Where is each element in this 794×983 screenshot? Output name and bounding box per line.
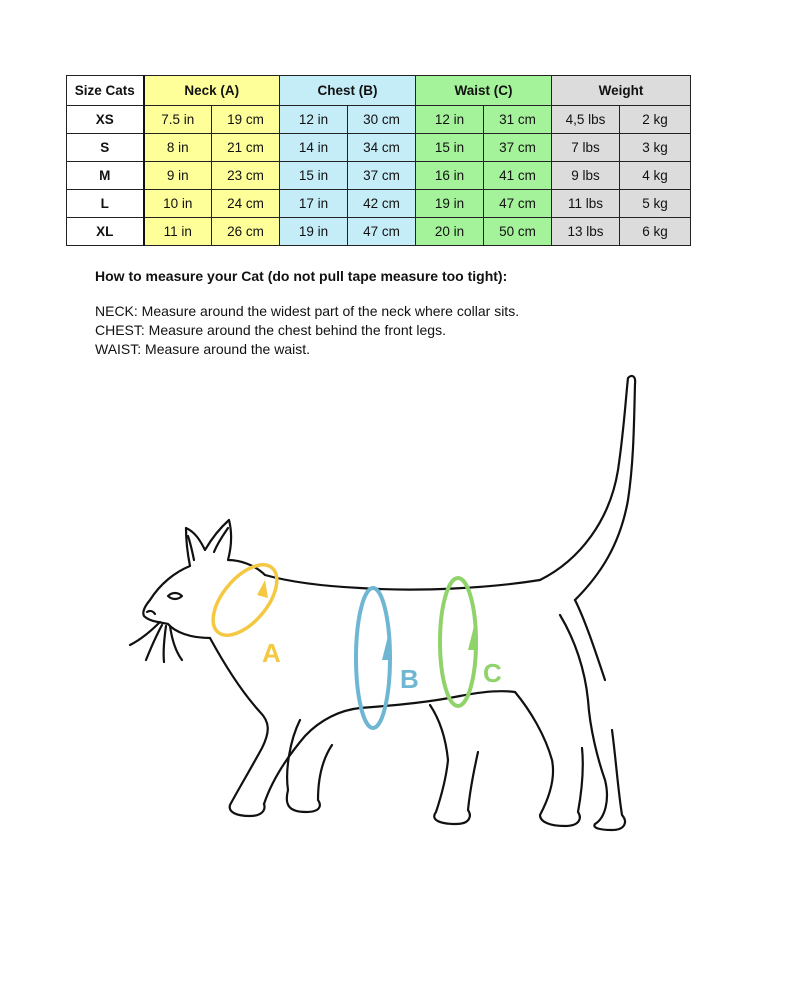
neck-label-a: A [262,638,281,668]
cell-size: M [67,162,144,190]
cell-weight-kg: 2 kg [620,106,691,134]
waist-label-c: C [483,658,502,688]
instruction-waist: WAIST: Measure around the waist. [95,341,311,357]
cat-measurement-illustration [0,360,794,860]
cell-waist-cm: 41 cm [484,162,552,190]
instruction-chest: CHEST: Measure around the chest behind the front legs. [95,322,446,338]
cell-neck-in: 10 in [144,190,212,218]
cell-neck-cm: 23 cm [212,162,280,190]
chest-label-b: B [400,664,419,694]
cell-weight-kg: 6 kg [620,218,691,246]
cell-waist-cm: 31 cm [484,106,552,134]
cell-chest-in: 14 in [280,134,348,162]
cell-weight-kg: 3 kg [620,134,691,162]
cell-chest-in: 12 in [280,106,348,134]
cell-waist-in: 20 in [416,218,484,246]
table-row [67,162,691,190]
cell-neck-cm: 26 cm [212,218,280,246]
table-row [67,134,691,162]
header-weight: Weight [552,76,691,106]
cell-size: XL [67,218,144,246]
neck-arrow-icon [257,580,268,598]
cell-chest-cm: 42 cm [348,190,416,218]
cell-neck-in: 7.5 in [144,106,212,134]
cell-chest-in: 19 in [280,218,348,246]
cell-neck-cm: 24 cm [212,190,280,218]
waist-measure-ring [440,578,502,706]
cell-chest-cm: 47 cm [348,218,416,246]
cell-chest-in: 17 in [280,190,348,218]
header-neck: Neck (A) [144,76,280,106]
cell-chest-cm: 37 cm [348,162,416,190]
size-chart-table [66,75,691,246]
cell-neck-in: 8 in [144,134,212,162]
cell-waist-cm: 50 cm [484,218,552,246]
header-chest: Chest (B) [280,76,416,106]
measuring-instructions [95,268,735,359]
cell-neck-in: 9 in [144,162,212,190]
cell-weight-lbs: 13 lbs [552,218,620,246]
table-row [67,190,691,218]
table-row [67,106,691,134]
cell-neck-cm: 19 cm [212,106,280,134]
header-size: Size Cats [67,76,144,106]
cell-neck-cm: 21 cm [212,134,280,162]
cell-weight-kg: 5 kg [620,190,691,218]
cell-chest-cm: 34 cm [348,134,416,162]
cell-weight-kg: 4 kg [620,162,691,190]
cell-waist-in: 19 in [416,190,484,218]
cell-waist-in: 16 in [416,162,484,190]
cell-weight-lbs: 9 lbs [552,162,620,190]
cell-size: L [67,190,144,218]
cell-chest-cm: 30 cm [348,106,416,134]
cell-weight-lbs: 4,5 lbs [552,106,620,134]
cell-size: S [67,134,144,162]
cell-waist-in: 15 in [416,134,484,162]
cell-weight-lbs: 11 lbs [552,190,620,218]
cell-neck-in: 11 in [144,218,212,246]
neck-measure-ring [201,554,289,668]
table-row [67,218,691,246]
table-header-row [67,76,691,106]
cell-chest-in: 15 in [280,162,348,190]
cell-waist-cm: 37 cm [484,134,552,162]
cell-waist-in: 12 in [416,106,484,134]
cell-size: XS [67,106,144,134]
instructions-heading: How to measure your Cat (do not pull tape measure too tight): [95,268,508,284]
cell-waist-cm: 47 cm [484,190,552,218]
cell-weight-lbs: 7 lbs [552,134,620,162]
header-waist: Waist (C) [416,76,552,106]
instruction-neck: NECK: Measure around the widest part of the neck where collar sits. [95,303,520,319]
